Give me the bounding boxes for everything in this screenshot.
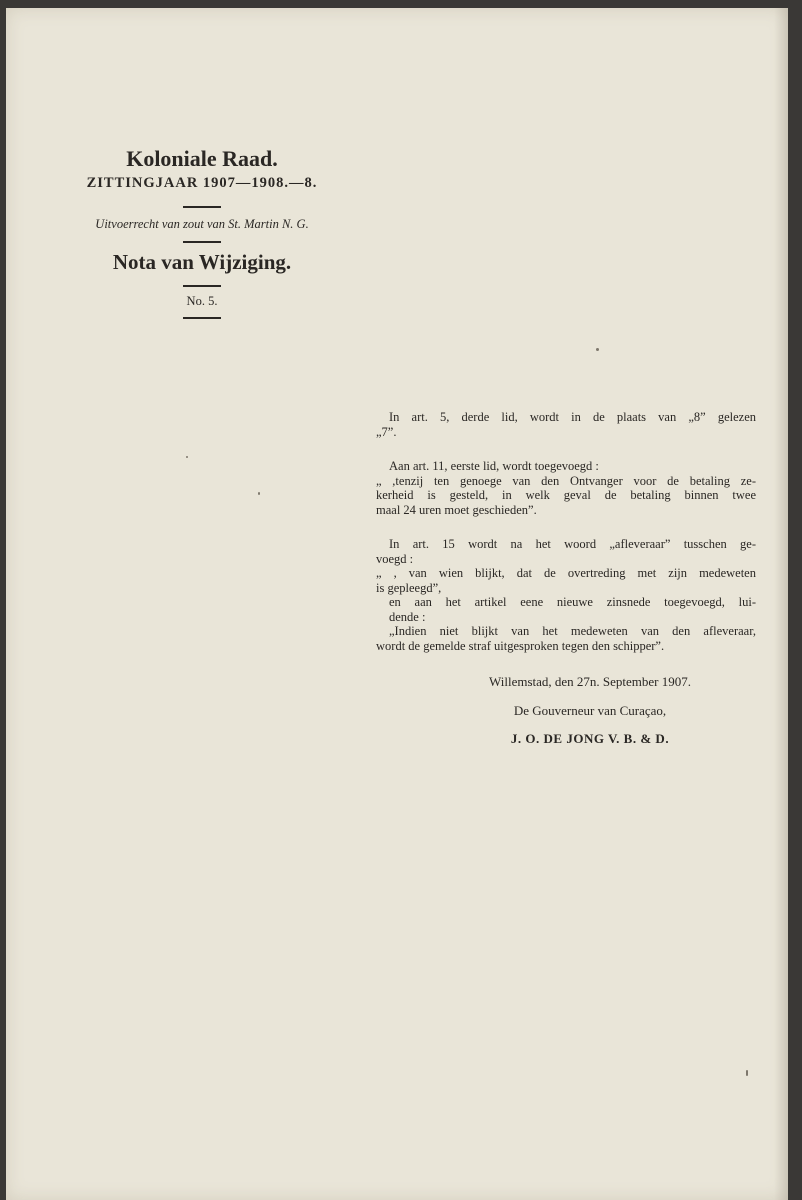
governor-title: De Gouverneur van Curaçao, [513,702,667,718]
text-line: Aan art. 11, eerste lid, wordt toegevoegd : [389,459,599,473]
amendment-art-15 [376,537,756,653]
page-edge-shadow [774,8,788,1200]
document-type: Nota van Wijziging. [112,250,292,274]
text-line: dende : [389,609,426,624]
session-year: ZITTINGJAAR 1907—1908.—8. [86,175,318,191]
text-line: wordt de gemelde straf uitgesproken tegen den schipper”. [376,638,665,653]
amendment-art-11 [376,459,756,517]
text-line: „Indien niet blijkt van het medeweten van den afleveraar, [389,624,756,638]
text-line: In art. 5, derde lid, wordt in de plaats van „8” gelezen [389,410,756,424]
document-page [6,8,788,1200]
header-rule [183,241,221,243]
council-title: Koloniale Raad. [126,146,278,171]
text-line: „ , van wien blijkt, dat de overtreding met zijn medeweten [376,566,756,580]
header-rule [183,285,221,287]
paper-speck [258,492,260,495]
text-line: is gepleegd”, [376,580,442,595]
document-header [62,146,342,319]
header-rule [183,206,221,208]
paper-speck [596,348,599,351]
place-date: Willemstad, den 27n. September 1907. [488,674,692,689]
header-rule [183,317,221,319]
text-line: voegd : [376,551,414,566]
amendment-art-5 [376,410,756,439]
text-line: „ ,tenzij ten genoege van den Ontvanger voor de betaling ze- [376,473,756,488]
text-line: kerheid is gesteld, in welk geval de betaling binnen twee [376,488,756,502]
text-line: maal 24 uren moet geschieden”. [376,502,537,517]
signature: J. O. DE JONG V. B. & D. [510,731,670,746]
paper-speck [746,1070,748,1076]
subject-line: Uitvoerrecht van zout van St. Martin N. G. [95,217,309,231]
document-number: No. 5. [186,294,218,308]
text-line: en aan het artikel eene nieuwe zinsnede toegevoegd, lui- [389,595,756,609]
text-line: In art. 15 wordt na het woord „afleveraar” tusschen ge- [389,537,756,551]
paper-speck [186,456,188,458]
text-line: „7”. [376,424,397,439]
amendment-text [376,410,756,747]
